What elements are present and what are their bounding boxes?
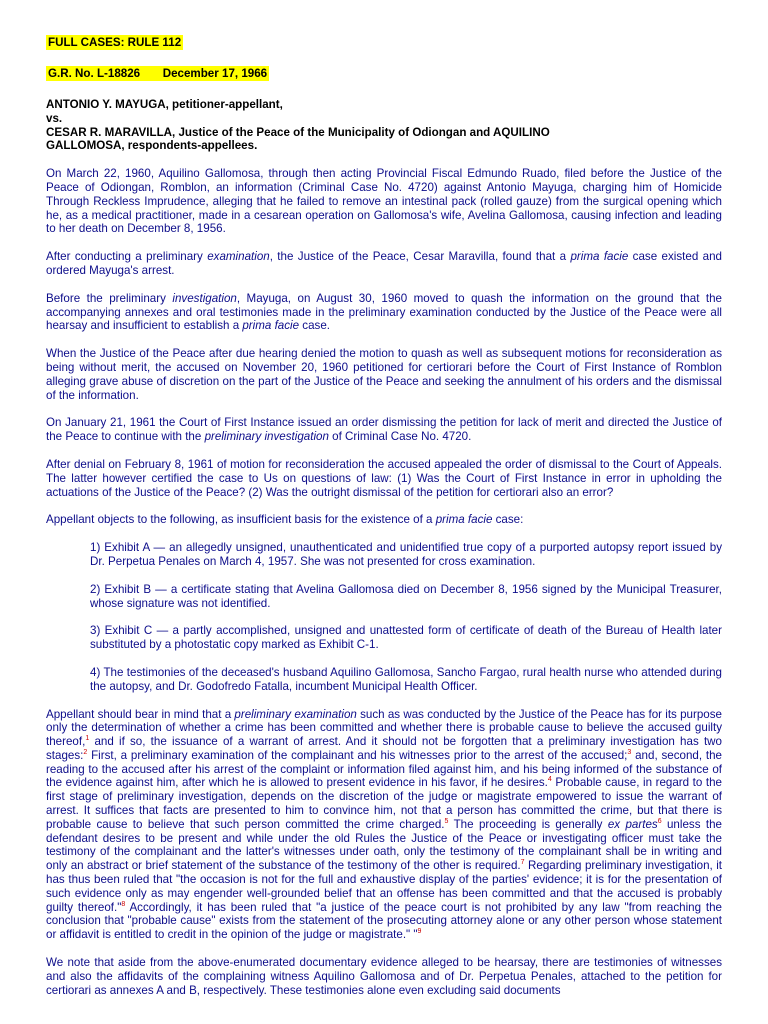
footnote-ref-9[interactable]: 9 <box>417 928 422 936</box>
paragraph-facts: On March 22, 1960, Aquilino Gallomosa, through then acting Provincial Fiscal Edmundo Ruado, filed before the Justice of the Peace of Odiongan, Romblon, an information (Criminal Case No. 4720) against Antonio Mayuga, charging him of Homicide Through Reckless Imprudence, alleging that he failed to remove an intestinal pack (rolled gauze) from the surgical opening which he, as a medical practitioner, made in a cesarean operation on Gallomosa's wife, Avelina Gallomosa, causing infection and leading to her death on December 8, 1956. <box>46 167 722 236</box>
case-caption <box>46 98 722 153</box>
footnote-ref-7[interactable]: 7 <box>520 859 525 867</box>
document-page <box>46 36 722 1011</box>
document-heading <box>46 36 722 49</box>
case-number-line <box>46 67 722 80</box>
case-number-highlight <box>46 66 269 81</box>
footnote-ref-2[interactable]: 2 <box>83 749 88 757</box>
exhibit-item-a: 1) Exhibit A — an allegedly unsigned, unauthenticated and unidentified true copy of a purported autopsy report issued by Dr. Perpetua Penales on March 4, 1957. She was not presented for cross examination. <box>90 541 722 568</box>
footnote-ref-1[interactable]: 1 <box>85 735 90 743</box>
petitioner-line: ANTONIO Y. MAYUGA, petitioner-appellant, <box>46 98 283 111</box>
paragraph-examination: After conducting a preliminary examination, the Justice of the Peace, Cesar Maravilla, found that a prima facie case existed and ordered Mayuga's arrest. <box>46 250 722 277</box>
footnote-ref-8[interactable]: 8 <box>121 900 126 908</box>
heading-highlight: FULL CASES: RULE 112 <box>48 36 182 49</box>
exhibit-list <box>46 541 722 693</box>
respondents-line-1: CESAR R. MARAVILLA, Justice of the Peace of the Municipality of Odiongan and AQUILINO <box>46 125 550 139</box>
paragraph-motion-to-quash: Before the preliminary investigation, Mayuga, on August 30, 1960 moved to quash the information on the ground that the accompanying annexes and oral testimonies made in the preliminary examination conducted by the Justice of the Peace were all hearsay and insufficient to establish a prima facie case. <box>46 291 723 333</box>
footnote-ref-6[interactable]: 6 <box>657 818 662 826</box>
paragraph-objections: Appellant objects to the following, as insufficient basis for the existence of a prima facie case: <box>46 513 524 527</box>
decision-date: December 17, 1966 <box>162 67 268 80</box>
exhibit-item-testimonies: 4) The testimonies of the deceased's husband Aquilino Gallomosa, Sancho Fargao, rural health nurse who attended during the autopsy, and Dr. Godofredo Fatalla, incumbent Municipal Health Officer. <box>90 665 722 693</box>
gr-number: G.R. No. L-18826 <box>48 67 141 80</box>
footnote-ref-5[interactable]: 5 <box>444 818 449 826</box>
paragraph-testimonies: We note that aside from the above-enumerated documentary evidence alleged to be hearsay, there are testimonies of witnesses and also the affidavits of the complaining witness Aquilino Gallomosa and of Dr. Perpetua Penales, attached to the petition for certiorari as annexes A and B, respectively. These testimonies alone even excluding said documents <box>46 956 722 997</box>
paragraph-cfi-order: On January 21, 1961 the Court of First Instance issued an order dismissing the petition for lack of merit and directed the Justice of the Peace to continue with the preliminary investigation of Criminal Case No. 4720. <box>46 416 722 444</box>
exhibit-item-c: 3) Exhibit C — a partly accomplished, unsigned and unattested form of certificate of death of the Bureau of Health later substituted by a photostatic copy marked as Exhibit C-1. <box>90 624 722 652</box>
paragraph-probable-cause: Appellant should bear in mind that a preliminary examination such as was conducted by the Justice of the Peace has for its purpose only the determination of whether a crime has been committed and whether there is probable cause to believe the accused guilty thereof,$^1$ and if so, the issuance of a warrant of arrest. And it should not be forgotten that a preliminary investigation has two stages:$^2$ First, a preliminary examination of the complainant and his witnesses prior to the arrest of the accused;$^3$ and, second, the reading to the accused after his arrest of the complaint or information filed against him, and his being informed of the substance of the evidence against him, after which he is allowed to present evidence in his favor, if he desires.$^4$ Probable cause, in regard to the first stage of preliminary investigation, depends on the discretion of the judge or magistrate empowered to issue the warrant of arrest. It suffices that facts are presented to him to convince him, not that a person has committed the crime, but that there is probable cause to believe that such person committed the crime charged.$^5$ The proceeding is generally ex partes$^6$ unless the defendant desires to be present and while under the old Rules the Justice of the Peace or investigating officer must take the testimony of the complainant and the latter's witnesses under oath, only the testimony of the complainant shall be in writing and only an abstract or brief statement of the substance of the testimony of the other is required.$^7$ Regarding preliminary investigation, it has thus been ruled that "the occasion is not for the full and exhaustive display of the parties' evidence; it is for the presentation of such evidence only as may engender well-grounded belief that an offense has been committed and that the accused is probably guilty thereof."$^8$ Accordingly, it has been ruled that "a justice of the peace court is not prohibited by any law "from reaching the conclusion that "probable cause" exists from the statement of the prosecuting attorney alone or any other person whose statement or affidavit is entitled to credit in the opinion of the judge or magistrate." "$^9$ <box>46 707 723 942</box>
footnote-ref-3[interactable]: 3 <box>627 749 632 757</box>
respondents-line-2: GALLOMOSA, respondents-appellees. <box>46 139 258 153</box>
exhibit-item-b: 2) Exhibit B — a certificate stating that Avelina Gallomosa died on December 8, 1956 signed by the Municipal Treasurer, whose signature was not identified. <box>90 582 722 610</box>
paragraph-certiorari: When the Justice of the Peace after due hearing denied the motion to quash as well as subsequent motions for reconsideration as being without merit, the accused on November 20, 1960 petitioned for certiorari before the Court of First Instance of Romblon alleging grave abuse of discretion on the part of the Justice of the Peace and seeking the annulment of his orders and the dismissal of the information. <box>46 347 722 402</box>
paragraph-appeal: After denial on February 8, 1961 of motion for reconsideration the accused appealed the order of dismissal to the Court of Appeals. The latter however certified the case to Us on questions of law: (1) Was the Court of First Instance in error in upholding the actuations of the Justice of the Peace? (2) Was the outright dismissal of the petition for certiorari also an error? <box>46 457 722 499</box>
versus-line: vs. <box>46 111 63 125</box>
footnote-ref-4[interactable]: 4 <box>547 776 552 784</box>
